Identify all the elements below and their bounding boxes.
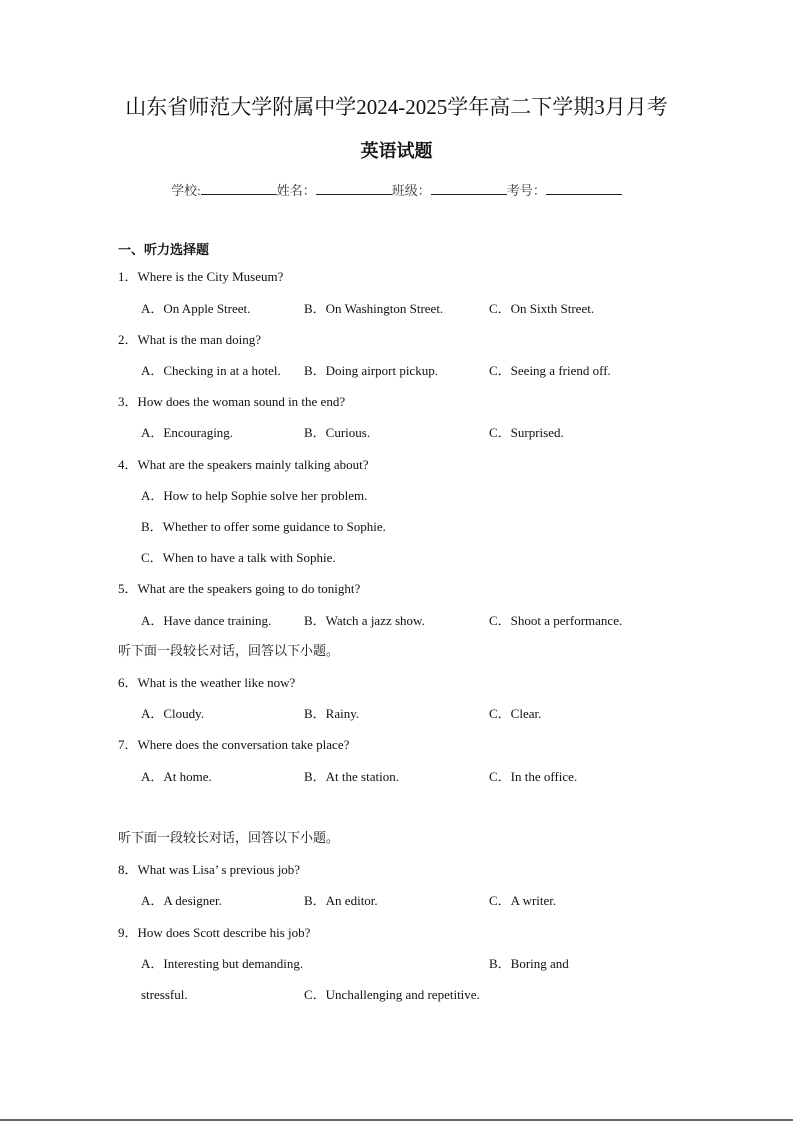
exam-number-label: 考号： bbox=[506, 183, 546, 198]
group-instruction: 听下面一段较长对话，回答以下小题。 bbox=[118, 830, 340, 845]
student-info-line bbox=[0, 183, 793, 197]
option-c: C．Shoot a performance. bbox=[489, 613, 623, 628]
option-c: C．On Sixth Street. bbox=[489, 301, 595, 316]
class-label: 班级： bbox=[391, 183, 431, 198]
question-4: 4．What are the speakers mainly talking about? bbox=[118, 457, 369, 472]
option-c: C．A writer. bbox=[489, 893, 557, 908]
option-b: B．Watch a jazz show. bbox=[304, 613, 425, 628]
option-a: A．On Apple Street. bbox=[141, 301, 251, 316]
option-b: B．Whether to offer some guidance to Sophie. bbox=[141, 519, 386, 534]
exam-number-blank[interactable] bbox=[546, 183, 622, 195]
option-c: C．When to have a talk with Sophie. bbox=[141, 550, 336, 565]
page-divider bbox=[0, 1119, 793, 1121]
option-c: C．Unchallenging and repetitive. bbox=[304, 987, 480, 1002]
option-a: A．A designer. bbox=[141, 893, 222, 908]
option-b-continued: stressful. bbox=[141, 987, 188, 1002]
option-b: B．Curious. bbox=[304, 425, 371, 440]
question-2: 2．What is the man doing? bbox=[118, 332, 261, 347]
school-label: 学校: bbox=[171, 183, 201, 198]
class-blank[interactable] bbox=[431, 183, 507, 195]
option-b: B．Doing airport pickup. bbox=[304, 363, 438, 378]
option-b: B．An editor. bbox=[304, 893, 378, 908]
name-label: 姓名： bbox=[276, 183, 316, 198]
school-blank[interactable] bbox=[201, 183, 277, 195]
option-b: B．On Washington Street. bbox=[304, 301, 444, 316]
option-a: A．Interesting but demanding. bbox=[141, 956, 304, 971]
option-b: B．Rainy. bbox=[304, 706, 360, 721]
option-c: C．Clear. bbox=[489, 706, 542, 721]
question-1: 1．Where is the City Museum? bbox=[118, 269, 284, 284]
option-a: A．Cloudy. bbox=[141, 706, 205, 721]
section-title: 一、听力选择题 bbox=[118, 242, 210, 257]
question-5: 5．What are the speakers going to do tonight? bbox=[118, 581, 361, 596]
option-a: A．Checking in at a hotel. bbox=[141, 363, 281, 378]
question-6: 6．What is the weather like now? bbox=[118, 675, 296, 690]
question-8: 8．What was Lisa’ s previous job? bbox=[118, 862, 301, 877]
option-a: A．How to help Sophie solve her problem. bbox=[141, 488, 368, 503]
question-7: 7．Where does the conversation take place? bbox=[118, 737, 350, 752]
name-blank[interactable] bbox=[316, 183, 392, 195]
option-b: B．At the station. bbox=[304, 769, 399, 784]
option-a: A．Encouraging. bbox=[141, 425, 234, 440]
option-c: C．In the office. bbox=[489, 769, 578, 784]
question-9: 9．How does Scott describe his job? bbox=[118, 925, 311, 940]
exam-subtitle: 英语试题 bbox=[360, 141, 433, 161]
option-c: C．Surprised. bbox=[489, 425, 564, 440]
question-3: 3．How does the woman sound in the end? bbox=[118, 394, 346, 409]
option-b: B．Boring and bbox=[489, 956, 569, 971]
option-a: A．At home. bbox=[141, 769, 212, 784]
exam-title: 山东省师范大学附属中学2024-2025学年高二下学期3月月考 bbox=[125, 95, 668, 119]
option-a: A．Have dance training. bbox=[141, 613, 272, 628]
option-c: C．Seeing a friend off. bbox=[489, 363, 611, 378]
group-instruction: 听下面一段较长对话，回答以下小题。 bbox=[118, 643, 340, 658]
